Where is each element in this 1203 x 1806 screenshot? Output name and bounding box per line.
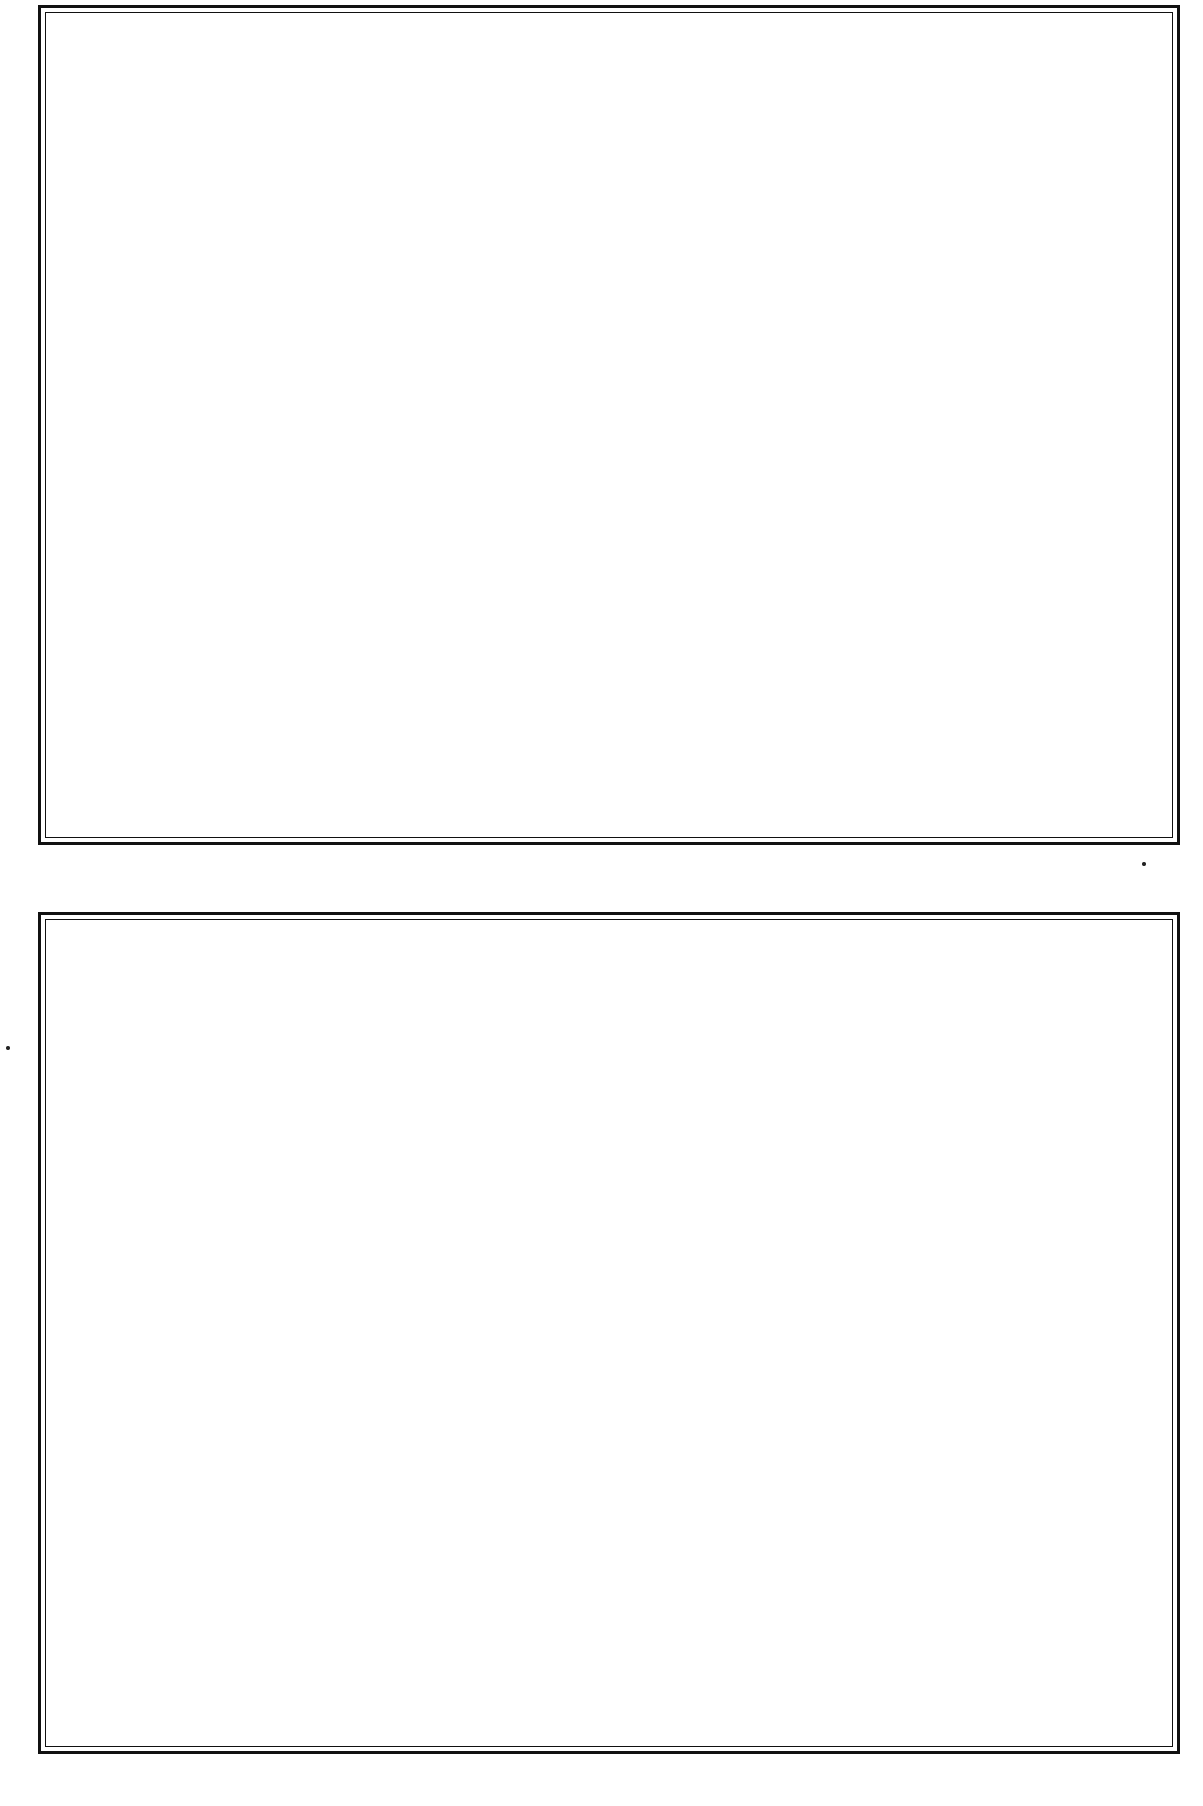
ink-speck (1142, 862, 1146, 866)
columns-top (53, 20, 1165, 830)
page-top (38, 5, 1180, 845)
columns-bottom (53, 927, 1165, 1739)
ink-speck (6, 1046, 10, 1050)
page-bottom (38, 912, 1180, 1754)
